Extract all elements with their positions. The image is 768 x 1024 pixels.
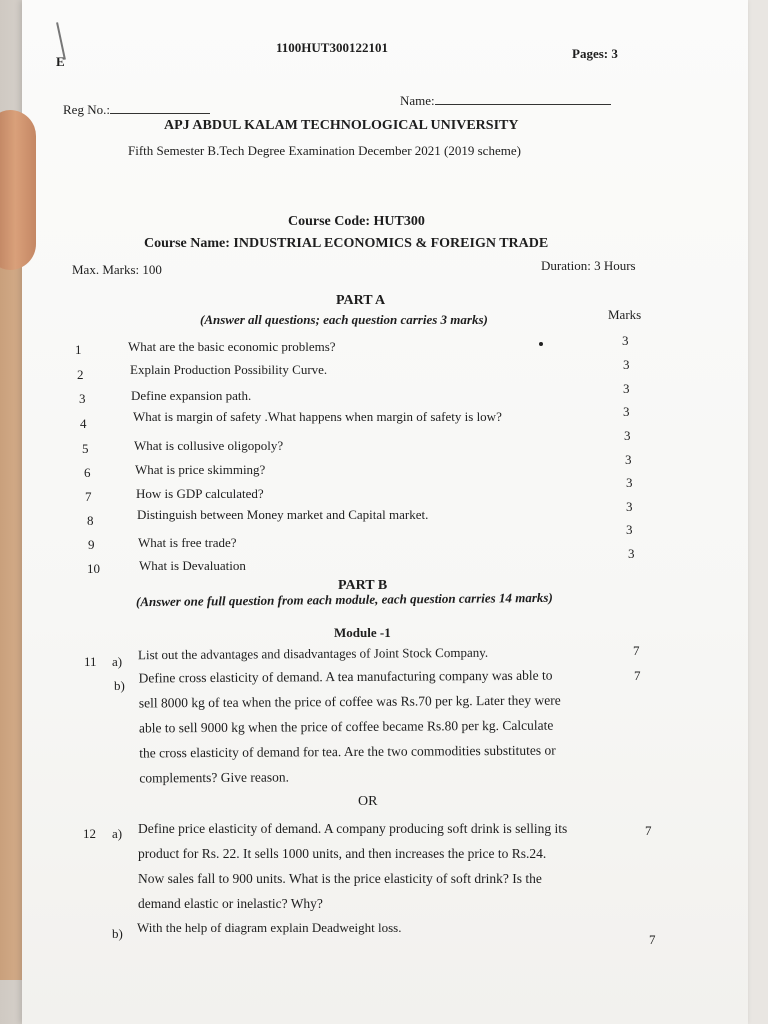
question-number: 2 (77, 367, 84, 382)
part-b-title: PART B (338, 578, 388, 593)
question-marks: 3 (625, 452, 632, 467)
question-number: 7 (85, 489, 92, 504)
exam-paper (22, 0, 748, 1024)
marks-header: Marks (608, 307, 642, 322)
reg-no-field (63, 102, 210, 118)
question-marks: 3 (624, 428, 631, 443)
set-letter: E (56, 54, 65, 69)
subpart-label: b) (112, 926, 123, 941)
paragraph-line: able to sell 9000 kg when the price of coffee became Rs.80 per kg. Calculate (138, 717, 554, 736)
question-number: 5 (82, 441, 89, 456)
question-marks: 3 (623, 404, 630, 419)
thumb (0, 110, 36, 270)
reg-no-line (110, 113, 210, 114)
question-number: 11 (84, 654, 97, 669)
question-text: What is margin of safety .What happens when margin of safety is low? (133, 409, 502, 424)
paper-code: 1100HUT300122101 (276, 40, 388, 55)
question-marks: 7 (633, 643, 640, 658)
paragraph-line: complements? Give reason. (139, 769, 289, 786)
paragraph-line: product for Rs. 22. It sells 1000 units, and then increases the price to Rs.24. (138, 846, 547, 861)
paragraph-line: Define cross elasticity of demand. A tea manufacturing company was able to (138, 667, 553, 686)
question-text: Explain Production Possibility Curve. (130, 362, 328, 377)
university-name: APJ ABDUL KALAM TECHNOLOGICAL UNIVERSITY (164, 118, 519, 133)
pages-count: Pages: 3 (572, 46, 618, 61)
paragraph-line: Now sales fall to 900 units. What is the price elasticity of soft drink? Is the (138, 871, 542, 886)
exam-title: Fifth Semester B.Tech Degree Examination December 2021 (2019 scheme) (128, 143, 521, 158)
paragraph-line: demand elastic or inelastic? Why? (138, 896, 323, 911)
question-text: How is GDP calculated? (136, 486, 264, 501)
question-marks: 3 (623, 357, 630, 372)
question-marks: 7 (649, 932, 656, 947)
question-text: With the help of diagram explain Deadweight loss. (137, 920, 402, 935)
subpart-label: a) (112, 654, 123, 669)
question-text: List out the advantages and disadvantages of Joint Stock Company. (137, 644, 489, 663)
paragraph-line: Define price elasticity of demand. A company producing soft drink is selling its (138, 821, 568, 836)
paragraph-line: sell 8000 kg of tea when the price of coffee was Rs.70 per kg. Later they were (138, 692, 561, 711)
question-number: 12 (83, 826, 96, 841)
question-number: 1 (75, 342, 82, 357)
question-number: 4 (80, 416, 87, 431)
subpart-label: b) (114, 678, 125, 693)
paragraph-line: the cross elasticity of demand for tea. Are the two commodities substitutes or (139, 742, 556, 761)
duration: Duration: 3 Hours (541, 258, 636, 273)
question-text: What is collusive oligopoly? (134, 438, 284, 453)
question-paragraph (138, 816, 567, 916)
question-number: 6 (84, 465, 91, 480)
question-marks: 3 (622, 333, 629, 348)
name-label: Name: (400, 93, 435, 108)
name-field (400, 93, 611, 109)
question-number: 8 (87, 513, 94, 528)
max-marks: Max. Marks: 100 (72, 262, 162, 277)
question-text: What are the basic economic problems? (128, 339, 336, 354)
question-marks: 3 (628, 546, 635, 561)
subpart-label: a) (112, 826, 123, 841)
question-marks: 3 (626, 522, 633, 537)
module-title: Module -1 (334, 625, 391, 640)
question-number: 3 (79, 391, 86, 406)
question-text: What is price skimming? (135, 462, 266, 477)
question-marks: 3 (626, 475, 633, 490)
question-marks: 7 (645, 823, 652, 838)
question-marks: 3 (623, 381, 630, 396)
question-text: What is free trade? (138, 535, 237, 550)
question-number: 9 (88, 537, 95, 552)
question-text: Define expansion path. (131, 388, 252, 403)
part-b-instruction: (Answer one full question from each module, each question carries 14 marks) (135, 589, 553, 610)
part-a-title: PART A (336, 293, 386, 308)
question-paragraph (139, 663, 562, 791)
question-text: What is Devaluation (139, 558, 246, 573)
stray-dot (539, 342, 543, 346)
course-code: Course Code: HUT300 (288, 214, 425, 229)
or-separator: OR (358, 794, 378, 809)
question-number: 10 (87, 561, 100, 576)
question-marks: 7 (634, 668, 641, 683)
question-marks: 3 (626, 499, 633, 514)
question-text: Distinguish between Money market and Capital market. (137, 507, 429, 522)
part-a-instruction: (Answer all questions; each question carries 3 marks) (200, 312, 488, 327)
reg-no-label: Reg No.: (63, 102, 110, 117)
name-line (435, 104, 611, 105)
course-name: Course Name: INDUSTRIAL ECONOMICS & FOREIGN TRADE (144, 236, 549, 251)
